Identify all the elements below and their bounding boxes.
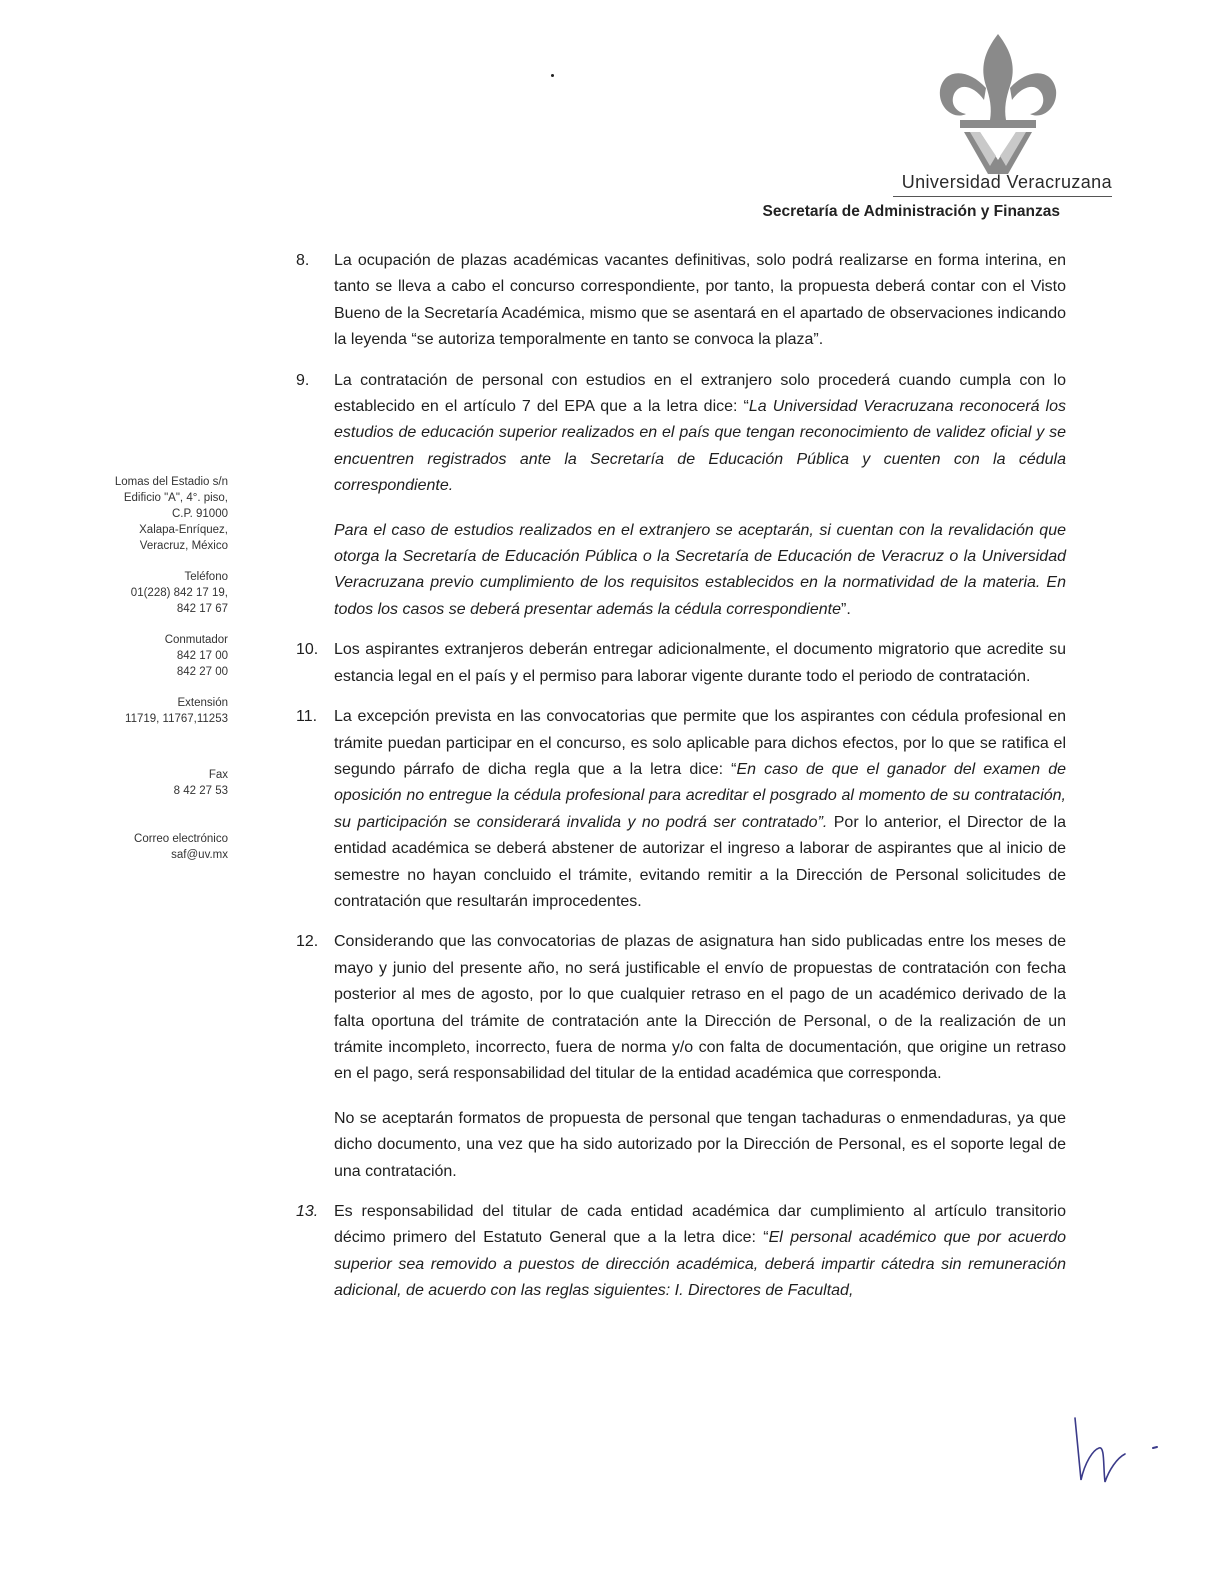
item-number: 13.	[296, 1203, 319, 1220]
item-text-run: La contratación de personal con estudios en el extranjero solo procederá cuando cumpla con lo establecido en el artículo 7 del EPA que a la letra dice: “	[334, 371, 1066, 416]
item-text-run: Por lo anterior, el Director de la entidad académica se deberá abstener de autorizar el ingreso a laborar de aspirantes que al inicio de semestre no hayan concluido el trámite, evitando remitir a la Dirección de Personal solicitudes de contratación que resultarán improcedentes.	[334, 813, 1066, 910]
item-text-run: La excepción prevista en las convocatorias que permite que los aspirantes con cédula profesional en trámite puedan participar en el concurso, es solo aplicable para dichos efectos, por lo que se ratifica el segundo párrafo de dicha regla que a la letra dice: “	[334, 708, 1066, 778]
address-line: C.P. 91000	[171, 508, 228, 520]
extension-value: 11719, 11767,11253	[125, 713, 228, 725]
address-line: Veracruz, México	[139, 540, 228, 552]
switchboard-label: Conmutador	[164, 634, 228, 646]
document-body	[290, 248, 1066, 1319]
speck-mark	[551, 74, 554, 77]
fleur-de-lis-logo-icon	[930, 28, 1066, 178]
item-text	[334, 518, 1066, 624]
email-value: saf@uv.mx	[171, 849, 228, 861]
address-line: Lomas del Estadio s/n	[114, 476, 228, 488]
item-text: Los aspirantes extranjeros deberán entregar adicionalmente, el documento migratorio que acredite su estancia legal en el país y el permiso para laborar vigente durante todo el periodo de contratación.	[334, 641, 1066, 685]
list-item	[290, 704, 1066, 915]
item-number: 9.	[296, 371, 310, 389]
item-text: No se aceptarán formatos de propuesta de personal que tengan tachaduras o enmendaduras, ya que dicho documento, una vez que ha sido autorizado por la Dirección de Personal, es el soporte legal de una contratación.	[334, 1109, 1066, 1180]
email-label: Correo electrónico	[134, 833, 228, 845]
list-item	[290, 368, 1066, 624]
item-number: 12.	[296, 933, 319, 951]
phone-block	[80, 569, 228, 617]
item-quote: El personal académico que por acuerdo superior sea removido a puestos de dirección académica, deberá impartir cátedra sin remuneración adicional, de acuerdo con las reglas siguientes: I. Directores de Facultad,	[334, 1229, 1067, 1300]
header-divider	[893, 196, 1112, 197]
list-item	[290, 929, 1066, 1185]
list-item	[290, 248, 1066, 354]
switchboard-value: 842 17 00	[176, 650, 228, 662]
item-text	[334, 704, 1066, 915]
email-block	[80, 831, 228, 863]
switchboard-block	[80, 632, 228, 680]
item-number: 10.	[296, 641, 319, 659]
item-text-run: ”.	[840, 600, 851, 618]
item-quote: Para el caso de estudios realizados en el extranjero se aceptarán, si cuentan con la revalidación que otorga la Secretaría de Educación Pública o la Secretaría de Educación de Veracruz o la Universidad Veracruzana previo cumplimiento de los requisitos establecidos en la normatividad de la materia. En todos los casos se deberá presentar además la cédula correspondiente	[334, 521, 1066, 618]
office-name: Secretaría de Administración y Finanzas	[762, 203, 1060, 220]
item-number: 8.	[296, 252, 310, 269]
list-item	[290, 637, 1066, 690]
fax-block	[80, 767, 228, 799]
item-number: 11.	[296, 708, 318, 726]
address-line: Edificio "A", 4°. piso,	[123, 492, 228, 504]
item-text-run: Es responsabilidad del titular de cada entidad académica dar cumplimiento al artículo transitorio décimo primero del Estatuto General que a la letra dice: “	[334, 1203, 1066, 1247]
contact-sidebar	[80, 474, 228, 878]
extension-block	[80, 695, 228, 727]
item-text	[334, 368, 1066, 500]
phone-value: 01(228) 842 17 19,	[130, 587, 228, 599]
address-block	[80, 474, 228, 554]
fax-label: Fax	[208, 769, 228, 781]
list-item	[290, 1199, 1066, 1305]
university-name: Universidad Veracruzana	[901, 172, 1112, 192]
item-text: La ocupación de plazas académicas vacantes definitivas, solo podrá realizarse en forma interina, en tanto se lleva a cabo el concurso correspondiente, por tanto, la propuesta deberá contar con el Visto Bueno de la Secretaría Académica, mismo que se asentará en el apartado de observaciones indicando la leyenda “se autoriza temporalmente en tanto se convoca la plaza”.	[334, 252, 1066, 349]
address-line: Xalapa-Enríquez,	[139, 524, 228, 536]
extension-label: Extensión	[177, 697, 228, 709]
switchboard-value: 842 27 00	[176, 666, 228, 678]
handwritten-initial-icon	[1065, 1410, 1165, 1490]
item-quote: En caso de que el ganador del examen de oposición no entregue la cédula profesional para acreditar el posgrado al momento de su contratación, su participación se considerará invalida y no podrá ser contratado”.	[334, 760, 1066, 831]
fax-value: 8 42 27 53	[173, 785, 228, 797]
item-text: Considerando que las convocatorias de plazas de asignatura han sido publicadas entre los meses de mayo y junio del presente año, no será justificable el envío de propuestas de contratación con fecha posterior al mes de agosto, por lo que cualquier retraso en el pago de un académico derivado de la falta oportuna del trámite de contratación ante la Dirección de Personal, o de la realización de un trámite incompleto, incorrecto, fuera de norma y/o con falta de documentación, que origine un retraso en el pago, será responsabilidad del titular de la entidad académica que corresponda.	[334, 933, 1066, 1083]
item-text	[334, 1199, 1066, 1305]
item-quote: La Universidad Veracruzana reconocerá los estudios de educación superior realizados en el país que tengan reconocimiento de validez oficial y se encuentren registrados ante la Secretaría de Educación Pública y cuenten con la cédula correspondiente.	[334, 398, 1066, 495]
phone-label: Teléfono	[184, 571, 228, 583]
phone-value: 842 17 67	[176, 603, 228, 615]
